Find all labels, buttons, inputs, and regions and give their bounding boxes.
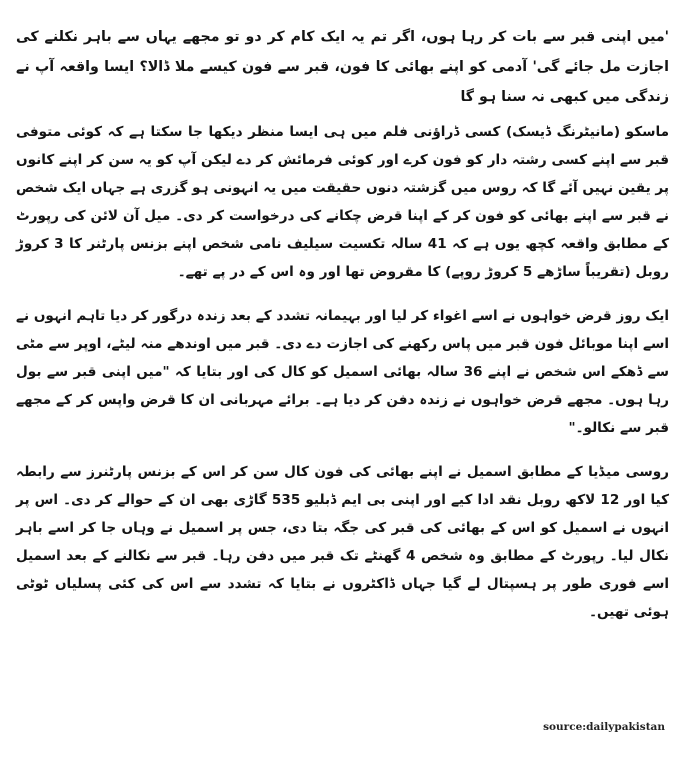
article-headline: 'میں اپنی قبر سے بات کر رہا ہوں، اگر تم یہ ایک کام کر دو تو مجھے یہاں سے باہر نکلنے کی اجازت مل جائے گی' آدمی کو اپنے بھائی کا فون، قبر سے فون کیسے ملا ڈالا؟ ایسا واقعہ آپ نے زندگی میں کبھی نہ سنا ہو گا <box>16 29 669 105</box>
article-paragraph-3: روسی میڈیا کے مطابق اسمیل نے اپنے بھائی کی فون کال سن کر اس کے بزنس پارٹنرز سے رابطہ کیا اور 12 لاکھ روبل نقد ادا کیے اور اپنی بی ایم ڈبلیو 535 گاڑی بھی ان کے حوالے کر دی۔ اس پر انہوں نے اسمیل کو اس کے بھائی کی قبر کی جگہ بتا دی، جس پر اسمیل نے وہاں جا کر اسے باہر نکال لیا۔ رپورٹ کے مطابق وہ شخص 4 گھنٹے تک قبر میں دفن رہا۔ قبر سے نکالنے کے بعد اسمیل اسے فوری طور پر ہسپتال لے گیا جہاں ڈاکٹروں نے بتایا کہ تشدد سے اس کی کئی پسلیاں ٹوٹی ہوئی تھیں۔ <box>16 464 669 620</box>
article-paragraph-2: ایک روز قرض خواہوں نے اسے اغواء کر لیا اور بہیمانہ تشدد کے بعد زندہ درگور کر دیا تاہم انہوں نے اسے اپنا موبائل فون قبر میں پاس رکھنے کی اجازت دے دی۔ قبر میں اوندھے منہ لیٹے، اوپر سے مٹی سے ڈھکے اس شخص نے اپنے 36 سالہ بھائی اسمیل کو کال کی اور بتایا کہ "میں اپنی قبر سے بول رہا ہوں۔ مجھے قرض خواہوں نے زندہ دفن کر دیا ہے۔ برائے مہربانی ان کا قرض واپس کر کے مجھے قبر سے نکالو۔" <box>16 308 669 436</box>
news-article <box>16 22 669 642</box>
source-credit: source:dailypakistan <box>543 721 665 733</box>
article-paragraph-1: ماسکو (مانیٹرنگ ڈیسک) کسی ڈراؤنی فلم میں ہی ایسا منظر دیکھا جا سکتا ہے کہ کوئی متوفی قبر سے اپنے کسی رشتہ دار کو فون کرے اور کوئی فرمائش کر دے لیکن آپ کو یہ سن کر اپنے کانوں پر یقین نہیں آئے گا کہ روس میں گزشتہ دنوں حقیقت میں یہ انہونی ہو گزری ہے جہاں ایک شخص نے قبر سے اپنے بھائی کو فون کر کے اپنا قرض چکانے کی درخواست کر دی۔ میل آن لائن کی رپورٹ کے مطابق واقعہ کچھ یوں ہے کہ 41 سالہ تکسیت سیلیف نامی شخص اپنے بزنس پارٹنر کا 3 کروڑ روبل (تقریباً ساڑھے 5 کروڑ روپے) کا مقروض تھا اور وہ اس کے در پے تھے۔ <box>16 124 669 280</box>
